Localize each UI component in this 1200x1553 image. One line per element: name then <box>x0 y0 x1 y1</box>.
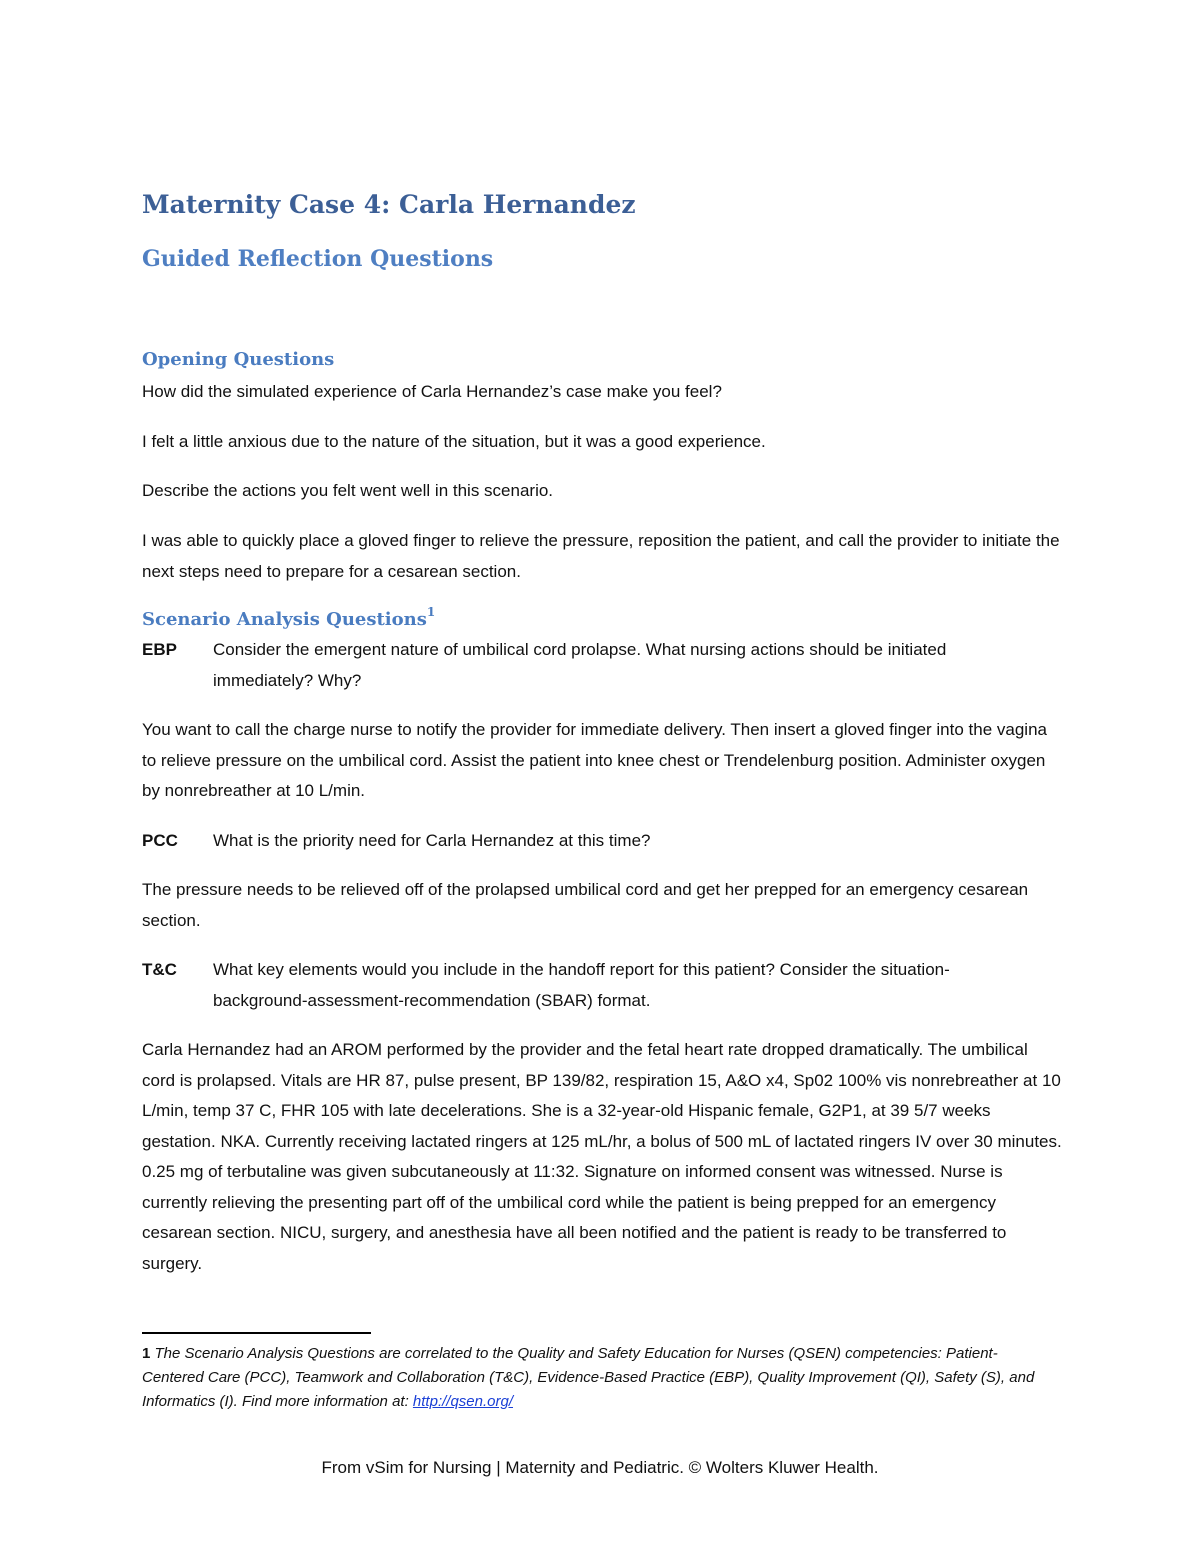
opening-question-2: Describe the actions you felt went well in this scenario. <box>142 481 554 500</box>
answer-pcc: The pressure needs to be relieved off of the prolapsed umbilical cord and get her prepped for an emergency cesarean section. <box>142 880 1029 930</box>
question-code: PCC <box>142 831 178 850</box>
answer-tc: Carla Hernandez had an AROM performed by the provider and the fetal heart rate dropped dramatically. The umbilical cord is prolapsed. Vitals are HR 87, pulse present, BP 139/82, respiration 15, A&O x4, Sp02 100% vis nonrebreather at 10 L/min, temp 37 C, FHR 105 with late decelerations. She is a 32-year-old Hispanic female, G2P1, at 39 5/7 weeks gestation. NKA. Currently receiving lactated ringers at 125 mL/hr, a bolus of 500 mL of lactated ringers IV over 30 minutes. 0.25 mg of terbutaline was given subcutaneously at 11:32. Signature on informed consent was witnessed. Nurse is currently relieving the presenting part off of the umbilical cord while the patient is being prepped for an emergency cesarean section. NICU, surgery, and anesthesia have all been notified and the patient is ready to be transferred to surgery. <box>142 1040 1062 1273</box>
footnote-number: 1 <box>142 1345 151 1362</box>
scenario-analysis-heading <box>142 607 435 630</box>
question-text: What is the priority need for Carla Hernandez at this time? <box>213 831 651 850</box>
opening-questions-heading: Opening Questions <box>142 349 335 370</box>
opening-answer-2: I was able to quickly place a gloved finger to relieve the pressure, reposition the patient, and call the provider to initiate the next steps need to prepare for a cesarean section. <box>142 531 1060 581</box>
footnote-separator <box>142 1332 371 1334</box>
footnote-reference: 1 <box>426 605 436 619</box>
footnote-text: The Scenario Analysis Questions are correlated to the Quality and Safety Education for Nurses (QSEN) competencies: Patient-Centered Care (PCC), Teamwork and Collaboration (T&C), Evidence-Based Practice (EBP), Quality Improvement (QI), Safety (S), and Informatics (I). Find more information at: <box>142 1345 1035 1410</box>
question-row-pcc <box>142 826 1062 857</box>
page-footer: From vSim for Nursing | Maternity and Pediatric. © Wolters Kluwer Health. <box>321 1458 879 1477</box>
question-row-ebp <box>142 635 1062 697</box>
opening-question-1: How did the simulated experience of Carla Hernandez’s case make you feel? <box>142 382 722 401</box>
footnote <box>142 1342 1042 1414</box>
scenario-analysis-heading-text: Scenario Analysis Questions <box>142 609 427 630</box>
question-text: What key elements would you include in the handoff report for this patient? Consider the situation-background-assessment-recommendation (SBAR) format. <box>213 960 950 1010</box>
document-subtitle: Guided Reflection Questions <box>142 246 494 272</box>
question-code: T&C <box>142 960 177 979</box>
qsen-link[interactable]: http://qsen.org/ <box>412 1393 513 1410</box>
answer-ebp: You want to call the charge nurse to notify the provider for immediate delivery. Then insert a gloved finger into the vagina to relieve pressure on the umbilical cord. Assist the patient into knee chest or Trendelenburg position. Administer oxygen by nonrebreather at 10 L/min. <box>142 720 1047 800</box>
question-code: EBP <box>142 640 177 659</box>
document-title: Maternity Case 4: Carla Hernandez <box>142 190 636 219</box>
question-text: Consider the emergent nature of umbilical cord prolapse. What nursing actions should be initiated immediately? Why? <box>213 640 947 690</box>
question-row-tc <box>142 955 1062 1017</box>
opening-answer-1: I felt a little anxious due to the nature of the situation, but it was a good experience. <box>142 432 766 451</box>
